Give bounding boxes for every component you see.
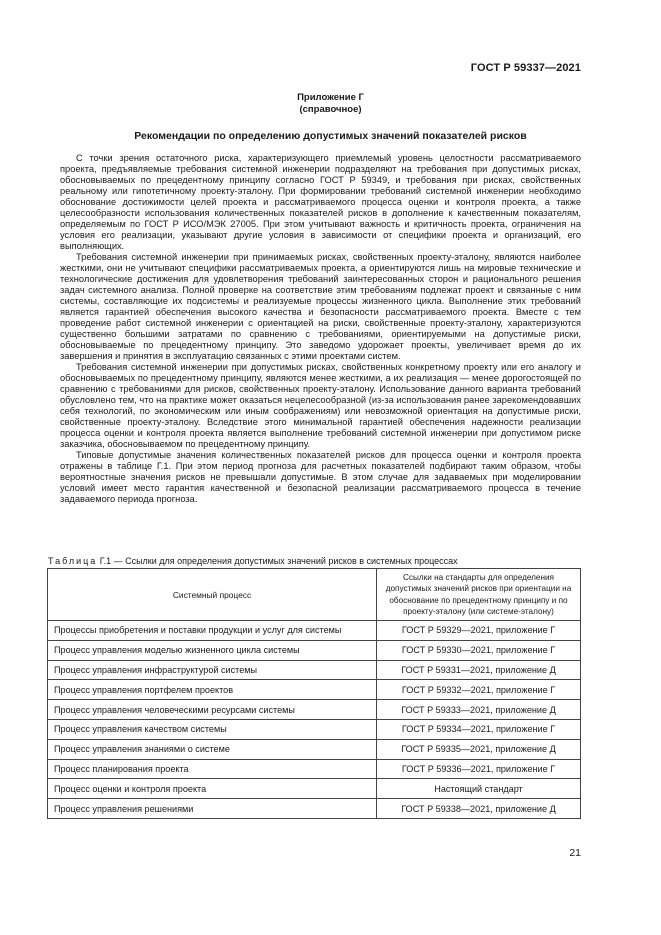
table-row (48, 621, 581, 641)
table-row (48, 759, 581, 779)
document-code: ГОСТ Р 59337—2021 (470, 62, 581, 74)
process-cell: Процесс управления портфелем проектов (48, 680, 377, 700)
table-row (48, 640, 581, 660)
reference-cell: ГОСТ Р 59338—2021, приложение Д (377, 799, 581, 819)
paragraph: С точки зрения остаточного риска, характеризующего приемлемый уровень целостности рассматриваемого проекта, предъявляемые требования системной инженерии подразделяют на требования при допустимых рисках, обосновываемых по прецедентному принципу согласно ГОСТ Р 59349, и требования при рисках, свойственных реальному или гипотетичному проекту-эталону. При формировании требований системной инженерии необходимо обоснование достижимости целей проекта и рассматриваемого процесса оценки и контроля проекта, а также целесообразности использования количественных показателей рисков в дополнение к качественным показателям, определяемым по ГОСТ Р ИСО/МЭК 27005. При этом учитывают важность и критичность проекта, ограничения на условия его реализации, указывают другие условия в зависимости от специфики проекта и организаций, его выполняющих. (60, 153, 581, 251)
paragraph: Типовые допустимые значения количественных показателей рисков для процесса оценки и контроля проекта отражены в таблице Г.1. При этом период прогноза для расчетных показателей подбирают таким образом, чтобы вероятностные значения рисков не превышали допустимые. В этом случае для задаваемых при моделировании условий имеет место гарантия качественной и безопасной реализации рассматриваемого процесса в течение задаваемого периода прогноза. (60, 450, 581, 505)
process-cell: Процесс управления моделью жизненного цикла системы (48, 640, 377, 660)
paragraph: Требования системной инженерии при допустимых рисках, свойственных конкретному проекту или его аналогу и обосновываемых по прецедентному принципу, являются менее жесткими, а их реализация — менее дорогостоящей по сравнению с требованиями для рисков, свойственных проекту-эталону. Использование данного варианта требований обусловлено тем, что на практике может оказаться нецелесообразной (из-за использования ранее зарекомендовавших себя технологий, по экономическим или иным соображениям) или невозможной ориентация на допустимые риски, свойственные проекту-эталону. Вследствие этого минимальной гарантией обеспечения надежности реализации процесса оценки и контроля проекта является выполнение требований системной инженерии при допустимом риске заказчика, обосновываемом по прецедентному принципу. (60, 362, 581, 449)
table-row (48, 700, 581, 720)
reference-cell: ГОСТ Р 59330—2021, приложение Г (377, 640, 581, 660)
column-header-process: Системный процесс (48, 569, 377, 621)
reference-cell: Настоящий стандарт (377, 779, 581, 799)
table-row (48, 719, 581, 739)
process-cell: Процесс управления инфраструктурой системы (48, 660, 377, 680)
section-heading: Рекомендации по определению допустимых значений показателей рисков (134, 130, 527, 142)
reference-cell: ГОСТ Р 59335—2021, приложение Д (377, 739, 581, 759)
process-cell: Процесс оценки и контроля проекта (48, 779, 377, 799)
process-cell: Процесс управления решениями (48, 799, 377, 819)
table-row (48, 799, 581, 819)
reference-cell: ГОСТ Р 59329—2021, приложение Г (377, 621, 581, 641)
table-caption-label: Таблица (48, 556, 98, 566)
table-caption-text: Г.1 — Ссылки для определения допустимых значений рисков в системных процессах (97, 556, 458, 566)
body-text (60, 153, 581, 506)
reference-cell: ГОСТ Р 59331—2021, приложение Д (377, 660, 581, 680)
table-row (48, 779, 581, 799)
process-cell: Процесс управления знаниями о системе (48, 739, 377, 759)
paragraph: Требования системной инженерии при принимаемых рисках, свойственных проекту-эталону, являются наиболее жесткими, они не учитывают специфики рассматриваемых проекта, а ориентируются лишь на мировые технические и технологические достижения для удовлетворения требований заинтересованных сторон и рационального решения задач системного анализа. Полной проверке на соответствие этим требованиям подлежат проект и связанные с ним системы, составляющие их подсистемы и реализуемые процессы жизненного цикла. Выполнение этих требований является гарантией обеспечения высокого качества и безопасности рассматриваемого проекта. Вместе с тем проведение работ системной инженерии с ориентацией на риски, свойственные проекту-эталону, характеризуются существенно большими затратами по сравнению с требованиями, ориентируемыми на допустимые риски, обосновываемые по прецедентному принципу. Это заведомо удорожает проекты, увеличивает время до их завершения и принятия в эксплуатацию связанных с этими проектами систем. (60, 252, 581, 361)
table-header-row (48, 569, 581, 621)
table-row (48, 680, 581, 700)
reference-table (47, 568, 581, 819)
appendix-note: (справочное) (299, 104, 362, 115)
process-cell: Процесс управления человеческими ресурсами системы (48, 700, 377, 720)
reference-cell: ГОСТ Р 59332—2021, приложение Г (377, 680, 581, 700)
process-cell: Процесс планирования проекта (48, 759, 377, 779)
reference-cell: ГОСТ Р 59336—2021, приложение Г (377, 759, 581, 779)
process-cell: Процессы приобретения и поставки продукции и услуг для системы (48, 621, 377, 641)
reference-cell: ГОСТ Р 59333—2021, приложение Д (377, 700, 581, 720)
reference-cell: ГОСТ Р 59334—2021, приложение Г (377, 719, 581, 739)
page-number: 21 (569, 847, 581, 859)
column-header-references: Ссылки на стандарты для определения допустимых значений рисков при ориентации на обоснование по прецедентному принципу и по проекту-эталону (или системе-эталону) (377, 569, 581, 621)
process-cell: Процесс управления качеством системы (48, 719, 377, 739)
table-caption (48, 556, 458, 566)
table-row (48, 660, 581, 680)
appendix-title: Приложение Г (297, 92, 364, 103)
table-row (48, 739, 581, 759)
